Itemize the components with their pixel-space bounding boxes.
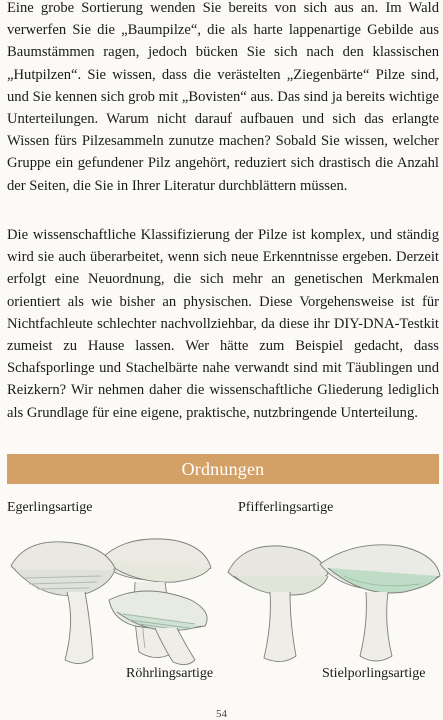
paragraph-intro: Eine grobe Sortierung wenden Sie bereits von sich aus an. Im Wald verwerfen Sie die „Baumpilze“, die als harte lappenartige Gebilde aus Baumstämmen ragen, jedoch bücken Sie sich nach den klassischen „Hutpilzen“. Sie wissen, dass die verästelten „Ziegenbärte“ Pilze sind, und Sie kennen sich grob mit „Bovisten“ aus. Das sind ja bereits wichtige Unterteilungen. Warum nicht darauf aufbauen und sich das erlangte Wissen fürs Pilzesammeln zunutze machen? Sobald Sie wissen, welcher Gruppe ein gefundener Pilz angehört, reduziert sich drastisch die Anzahl der Seiten, die Sie in Ihrer Literatur durchblättern müssen.	[7, 0, 439, 194]
section-header-bar	[7, 454, 439, 484]
label-pfifferlingsartige: Pfifferlingsartige	[238, 500, 334, 515]
mushroom-illustration-right	[224, 520, 443, 670]
pfifferling-mushroom-icon	[228, 546, 328, 662]
label-roehrlingsartige: Röhrlingsartige	[126, 666, 214, 681]
label-stielporlingsartige: Stielporlingsartige	[322, 666, 426, 681]
paragraph-classification: Die wissenschaftliche Klassifizierung der Pilze ist komplex, und ständig wird sie auch überarbeitet, wenn sich neue Erkenntnisse ergeben. Derzeit erfolgt eine Neuordnung, die sich mehr an genetischen Merkmalen orientiert als wie bisher an physischen. Diese Vorgehensweise ist für Nichtfachleute schlechter nachvollziehbar, da diese ihr DIY-DNA-Testkit zumeist zu Hause lassen. Wer hätte zum Beispiel gedacht, dass Schafsporlinge und Stachelbärte nahe verwandt sind mit Täublingen und Reizkern? Wir nehmen daher die wissenschaftliche Gliederung lediglich als Grundlage für eine eigene, praktische, nutzbringende Unterteilung.	[7, 227, 439, 421]
page-number: 54	[216, 708, 227, 720]
stielporling-mushroom-icon	[320, 545, 440, 661]
section-title: Ordnungen	[181, 458, 265, 479]
label-egerlingsartige: Egerlingsartige	[7, 500, 93, 515]
egerling-mushroom-icon	[11, 542, 115, 664]
mushroom-illustration-left	[5, 522, 223, 672]
